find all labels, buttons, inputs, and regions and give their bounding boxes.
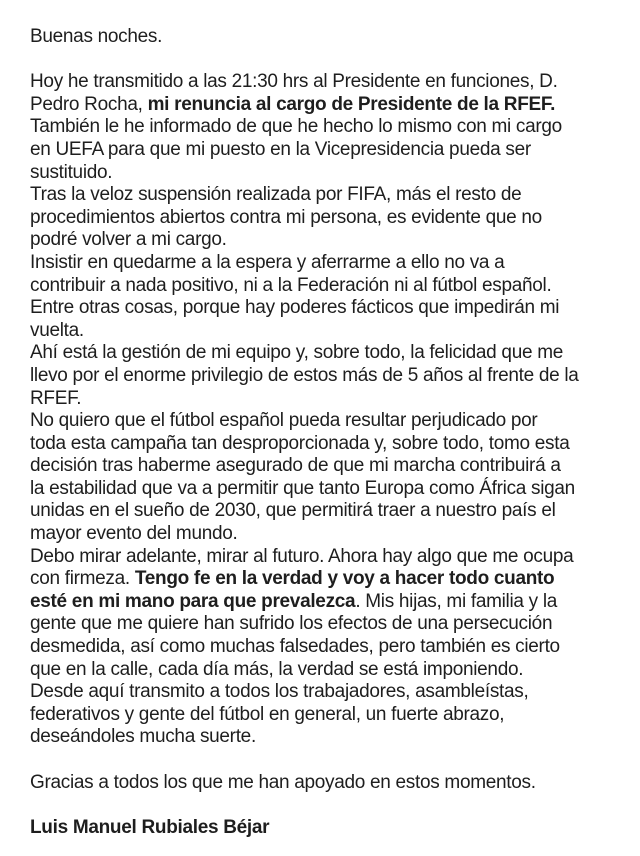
blank-line bbox=[30, 49, 620, 72]
text-line bbox=[30, 613, 620, 636]
text-segment: Desde aquí transmito a todos los trabajadores, asambleístas, bbox=[30, 681, 529, 703]
text-line bbox=[30, 591, 620, 614]
text-line bbox=[30, 116, 620, 139]
text-segment: gente que me quiere han sufrido los efectos de una persecución bbox=[30, 613, 553, 635]
text-segment: Buenas noches. bbox=[30, 26, 163, 47]
text-segment: en UEFA para que mi puesto en la Vicepresidencia pueda ser bbox=[30, 138, 531, 160]
text-segment: . Mis hijas, mi familia y la bbox=[355, 590, 558, 612]
text-segment: procedimientos abiertos contra mi persona, es evidente que no bbox=[30, 206, 542, 228]
text-line bbox=[30, 229, 620, 252]
text-line bbox=[30, 726, 620, 749]
text-segment: la estabilidad que va a permitir que tanto Europa como África sigan bbox=[30, 477, 575, 499]
text-segment: También le he informado de que he hecho lo mismo con mi cargo bbox=[30, 116, 562, 138]
text-line bbox=[30, 681, 620, 704]
text-line bbox=[30, 568, 620, 591]
text-line bbox=[30, 817, 620, 840]
text-segment: con firmeza. bbox=[30, 568, 135, 590]
text-line bbox=[30, 365, 620, 388]
text-line bbox=[30, 546, 620, 569]
text-line bbox=[30, 320, 620, 343]
text-line bbox=[30, 659, 620, 682]
text-segment: llevo por el enorme privilegio de estos más de 5 años al frente de la bbox=[30, 364, 579, 386]
text-line bbox=[30, 772, 620, 795]
text-segment: podré volver a mi cargo. bbox=[30, 229, 227, 251]
blank-line bbox=[30, 749, 620, 772]
bold-text-segment: mi renuncia al cargo de Presidente de la RFEF. bbox=[147, 93, 556, 115]
text-line bbox=[30, 94, 620, 117]
text-segment: mayor evento del mundo. bbox=[30, 523, 238, 545]
text-line bbox=[30, 500, 620, 523]
blank-line bbox=[30, 794, 620, 817]
text-line bbox=[30, 704, 620, 727]
text-segment: No quiero que el fútbol español pueda resultar perjudicado por bbox=[30, 410, 538, 432]
text-segment: vuelta. bbox=[30, 319, 84, 341]
text-line bbox=[30, 523, 620, 546]
text-segment: Entre otras cosas, porque hay poderes fácticos que impedirán mi bbox=[30, 297, 560, 319]
text-line bbox=[30, 388, 620, 411]
text-line bbox=[30, 636, 620, 659]
text-segment: RFEF. bbox=[30, 387, 82, 409]
text-segment: decisión tras haberme asegurado de que mi marcha contribuirá a bbox=[30, 455, 561, 477]
text-line bbox=[30, 139, 620, 162]
text-line bbox=[30, 297, 620, 320]
text-segment: Debo mirar adelante, mirar al futuro. Ahora hay algo que me ocupa bbox=[30, 545, 574, 567]
text-line bbox=[30, 433, 620, 456]
text-line bbox=[30, 184, 620, 207]
text-line bbox=[30, 162, 620, 185]
text-segment: Tras la veloz suspensión realizada por FIFA, más el resto de bbox=[30, 184, 522, 206]
text-segment: Pedro Rocha, bbox=[30, 93, 148, 115]
text-segment: desmedida, así como muchas falsedades, pero también es cierto bbox=[30, 636, 560, 658]
text-segment: deseándoles mucha suerte. bbox=[30, 726, 256, 748]
text-line bbox=[30, 455, 620, 478]
text-line bbox=[30, 207, 620, 230]
text-segment: contribuir a nada positivo, ni a la Federación ni al fútbol español. bbox=[30, 274, 552, 296]
text-segment: que en la calle, cada día más, la verdad se está imponiendo. bbox=[30, 658, 524, 680]
text-line bbox=[30, 342, 620, 365]
bold-text-segment: esté en mi mano para que prevalezca bbox=[30, 590, 356, 612]
text-segment: Hoy he transmitido a las 21:30 hrs al Presidente en funciones, D. bbox=[30, 71, 558, 93]
text-segment: unidas en el sueño de 2030, que permitirá traer a nuestro país el bbox=[30, 500, 556, 522]
text-line bbox=[30, 26, 620, 49]
text-line bbox=[30, 71, 620, 94]
text-segment: federativos y gente del fútbol en general, un fuerte abrazo, bbox=[30, 703, 505, 725]
text-segment: Insistir en quedarme a la espera y aferrarme a ello no va a bbox=[30, 251, 505, 273]
text-segment: Gracias a todos los que me han apoyado en estos momentos. bbox=[30, 771, 536, 793]
text-line bbox=[30, 252, 620, 275]
text-segment: toda esta campaña tan desproporcionada y, sobre todo, tomo esta bbox=[30, 432, 570, 454]
bold-text-segment: Luis Manuel Rubiales Béjar bbox=[30, 816, 270, 838]
text-segment: Ahí está la gestión de mi equipo y, sobre todo, la felicidad que me bbox=[30, 342, 563, 364]
text-line bbox=[30, 275, 620, 298]
bold-text-segment: Tengo fe en la verdad y voy a hacer todo cuanto bbox=[134, 568, 555, 590]
text-segment: sustituido. bbox=[30, 161, 113, 183]
text-line bbox=[30, 478, 620, 501]
text-line bbox=[30, 410, 620, 433]
